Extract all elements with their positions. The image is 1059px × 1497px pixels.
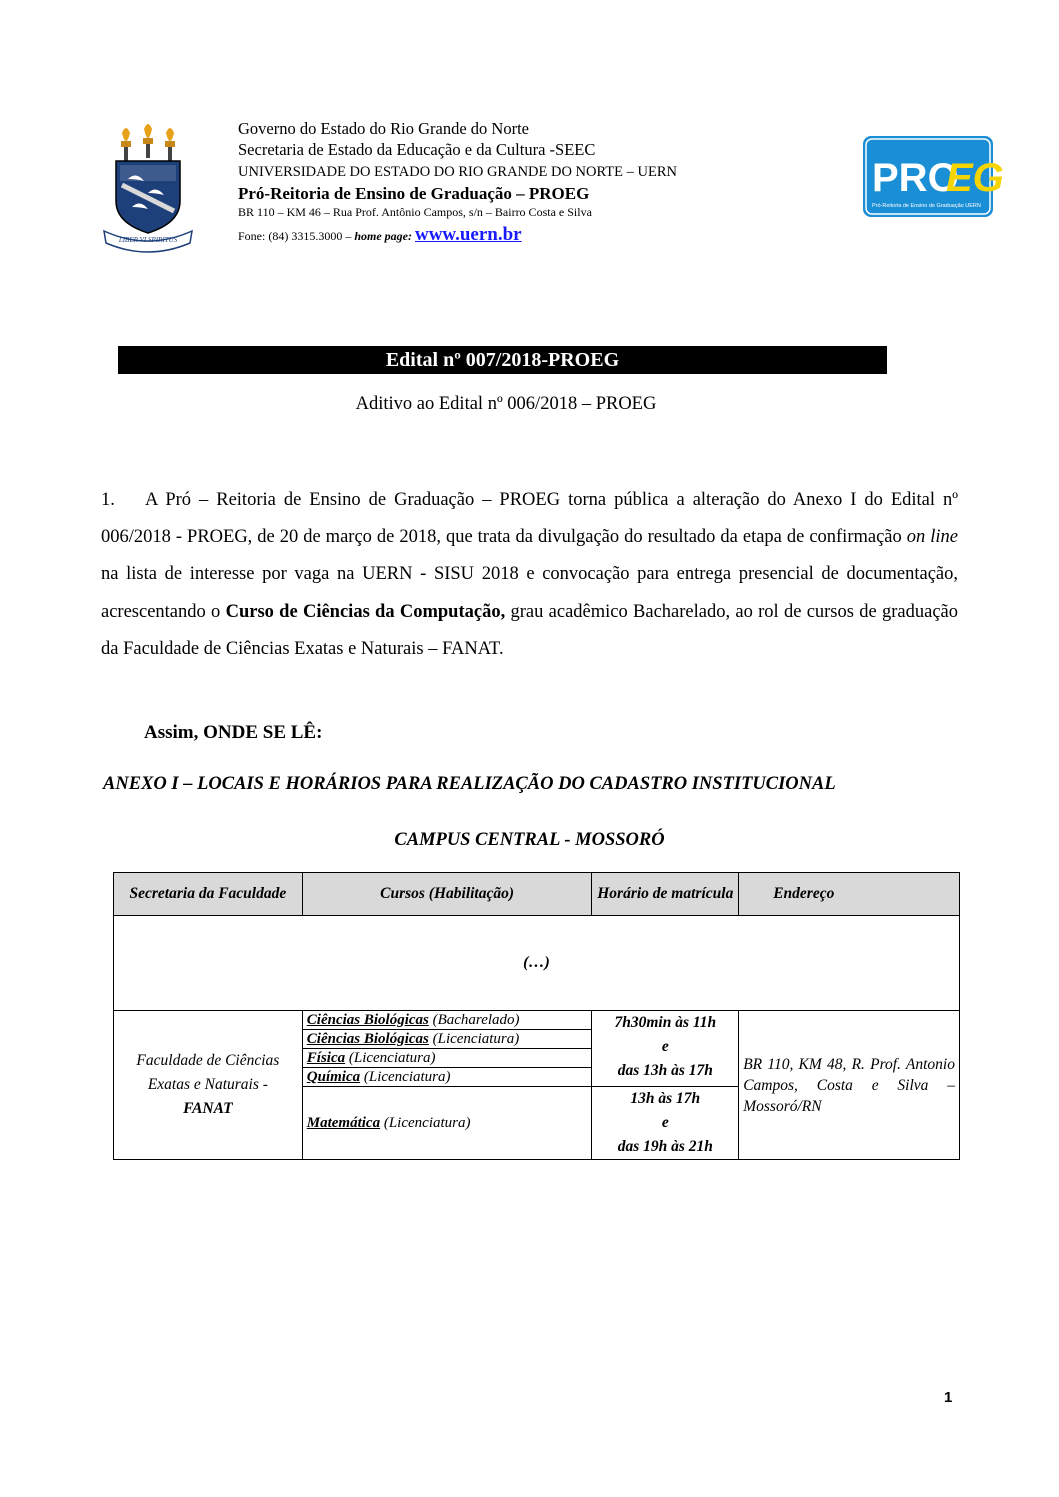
paragraph-text-b: na lista de interesse por vaga na UERN - SISU 2018 e convocação para entrega presencial de documentação, acrescentando o — [101, 564, 958, 622]
document-title: Edital nº 007/2018-PROEG — [118, 346, 887, 374]
horario-cell-1 — [592, 1011, 739, 1087]
course-cell — [302, 1030, 592, 1049]
paragraph-number: 1. — [101, 490, 115, 510]
course-name: Ciências Biológicas — [306, 1012, 429, 1028]
campus-heading: CAMPUS CENTRAL - MOSSORÓ — [394, 830, 665, 850]
header-government: Governo do Estado do Rio Grande do Norte — [238, 119, 529, 138]
table-row — [114, 1011, 960, 1030]
torches-icon — [121, 124, 175, 161]
course-grade: (Licenciatura) — [380, 1115, 471, 1131]
logo-text-eg: EG — [946, 156, 1004, 200]
course-cell — [302, 1049, 592, 1068]
paragraph-online: on line — [906, 527, 958, 548]
course-name: Matemática — [306, 1115, 381, 1131]
uern-crest-logo — [102, 123, 194, 251]
proeg-logo — [862, 135, 1004, 218]
paragraph-course: Curso de Ciências da Computação, — [225, 601, 506, 622]
horario-cell-2 — [592, 1087, 739, 1160]
course-name: Ciências Biológicas — [306, 1031, 429, 1047]
horario-1-end: das 13h às 17h — [617, 1062, 713, 1079]
homepage-label: home page: — [354, 229, 412, 243]
course-cell — [302, 1011, 592, 1030]
annex-table — [113, 872, 960, 1160]
table-header-row — [114, 873, 960, 916]
header-secretaria: Secretaria de Estado da Educação e da Cultura -SEEC — [238, 140, 596, 159]
page-number: 1 — [944, 1389, 953, 1406]
annex-heading: ANEXO I – LOCAIS E HORÁRIOS PARA REALIZAÇÃO DO CADASTRO INSTITUCIONAL — [103, 774, 836, 794]
horario-2-and: e — [661, 1114, 669, 1131]
header-contact — [238, 225, 522, 244]
course-grade: (Licenciatura) — [345, 1050, 436, 1066]
header-proeg: Pró-Reitoria de Ensino de Graduação – PROEG — [238, 184, 590, 203]
course-cell — [302, 1068, 592, 1087]
document-subtitle: Aditivo ao Edital nº 006/2018 – PROEG — [355, 394, 657, 414]
main-paragraph — [101, 482, 958, 668]
homepage-link[interactable]: www.uern.br — [414, 224, 522, 245]
header-phone: Fone: (84) 3315.3000 – — [238, 229, 352, 243]
endereco-cell: BR 110, KM 48, R. Prof. Antonio Campos, Costa e Silva – Mossoró/RN — [739, 1011, 960, 1160]
logo-text-pro: PRO — [872, 156, 959, 200]
faculdade-name: Faculdade de Ciências Exatas e Naturais - — [136, 1052, 280, 1093]
header-horario: Horário de matrícula — [592, 873, 739, 916]
onde-se-le-heading: Assim, ONDE SE LÊ: — [144, 722, 323, 743]
paragraph-text-a: A Pró – Reitoria de Ensino de Graduação – PROEG torna pública a alteração do Anexo I do Edital nº 006/2018 - PROEG, de 20 de março de 2018, que trata da divulgação do resultado da etapa de confirmação — [101, 490, 958, 548]
table-row-ellipsis — [114, 916, 960, 1011]
header-endereco: Endereço — [739, 873, 960, 916]
header-secretaria: Secretaria da Faculdade — [114, 873, 303, 916]
header-university: UNIVERSIDADE DO ESTADO DO RIO GRANDE DO NORTE – UERN — [238, 164, 677, 180]
crest-motto: LIBER VI SPIRITUS — [118, 236, 178, 244]
paragraph-text-c: grau acadêmico Bacharelado, ao rol de cursos de graduação da Faculdade de Ciências Exatas e Naturais – FANAT. — [101, 601, 958, 659]
course-grade: (Bacharelado) — [428, 1012, 520, 1028]
horario-1-and: e — [661, 1038, 669, 1055]
horario-1-start: 7h30min às 11h — [614, 1014, 717, 1031]
faculdade-cell — [114, 1011, 303, 1160]
ellipsis-cell: (…) — [114, 916, 960, 1011]
course-grade: (Licenciatura) — [428, 1031, 520, 1047]
course-grade: (Licenciatura) — [360, 1069, 451, 1085]
faculdade-acronym: FANAT — [183, 1100, 233, 1117]
header-cursos: Cursos (Habilitação) — [302, 873, 592, 916]
course-name: Química — [306, 1069, 361, 1085]
horario-2-start: 13h às 17h — [630, 1090, 701, 1107]
horario-2-end: das 19h às 21h — [617, 1138, 713, 1155]
logo-subtitle: Pró-Reitoria de Ensino de Graduação UERN — [872, 203, 981, 209]
header-address: BR 110 – KM 46 – Rua Prof. Antônio Campos, s/n – Bairro Costa e Silva — [238, 205, 592, 219]
course-cell — [302, 1087, 592, 1160]
course-name: Física — [306, 1050, 346, 1066]
